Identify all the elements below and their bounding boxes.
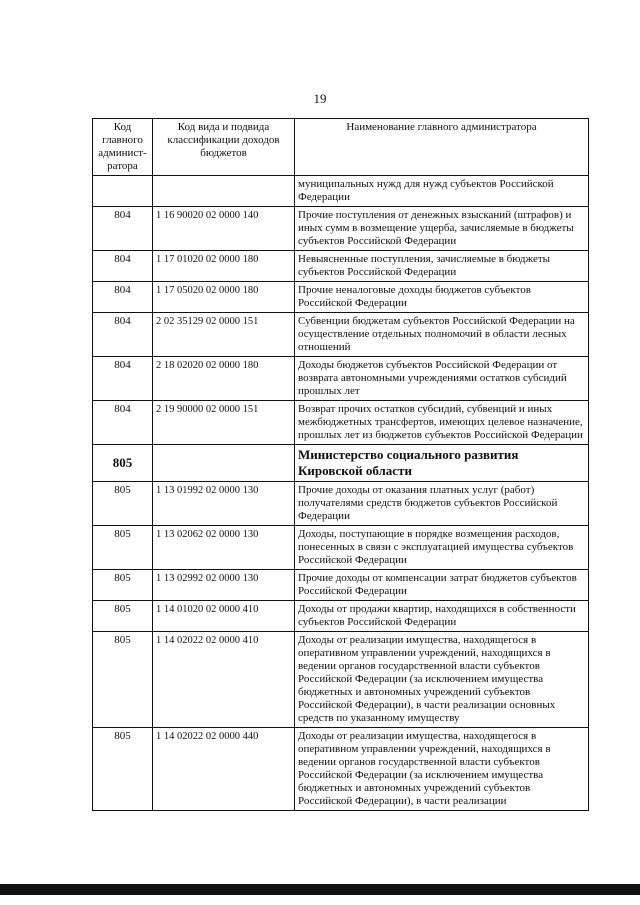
classification-code-cell: 2 02 35129 02 0000 151: [153, 313, 295, 357]
admin-code-cell: 804: [93, 282, 153, 313]
admin-code-cell: 804: [93, 357, 153, 401]
admin-name-cell: Возврат прочих остатков субсидий, субвенций и иных межбюджетных трансфертов, имеющих целевое назначение, прошлых лет из бюджетов субъектов Российской Федерации: [295, 401, 589, 445]
admin-name-cell: Прочие неналоговые доходы бюджетов субъектов Российской Федерации: [295, 282, 589, 313]
table-header-row: [93, 119, 589, 176]
scan-border-bar: [0, 884, 640, 895]
table-row: [93, 313, 589, 357]
classification-code-cell: [153, 445, 295, 482]
admin-code-cell: 804: [93, 401, 153, 445]
classification-code-cell: 2 18 02020 02 0000 180: [153, 357, 295, 401]
admin-name-cell: Доходы от продажи квартир, находящихся в собственности субъектов Российской Федерации: [295, 601, 589, 632]
admin-name-cell: Прочие доходы от оказания платных услуг (работ) получателями средств бюджетов субъектов Российской Федерации: [295, 482, 589, 526]
classification-code-cell: 1 14 01020 02 0000 410: [153, 601, 295, 632]
admin-code-cell: [93, 176, 153, 207]
header-classification-code: Код вида и подвида классификации доходов бюджетов: [153, 119, 295, 176]
admin-name-cell: муниципальных нужд для нужд субъектов Российской Федерации: [295, 176, 589, 207]
classification-code-cell: 1 17 05020 02 0000 180: [153, 282, 295, 313]
header-admin-name: Наименование главного администратора: [295, 119, 589, 176]
admin-code-cell: 805: [93, 632, 153, 728]
classification-code-cell: 1 14 02022 02 0000 440: [153, 728, 295, 811]
admin-name-cell: Прочие поступления от денежных взысканий (штрафов) и иных сумм в возмещение ущерба, зачисляемые в бюджеты субъектов Российской Федерации: [295, 207, 589, 251]
admin-name-cell: Доходы от реализации имущества, находящегося в оперативном управлении учреждений, находящихся в ведении органов государственной власти субъектов Российской Федерации (за исключением имущества бюджетных и автономных учреждений субъектов Российской Федерации), в части реализации: [295, 728, 589, 811]
admin-code-cell: 805: [93, 526, 153, 570]
classification-code-cell: [153, 176, 295, 207]
table-row: [93, 282, 589, 313]
admin-name-cell: Доходы, поступающие в порядке возмещения расходов, понесенных в связи с эксплуатацией имущества субъектов Российской Федерации: [295, 526, 589, 570]
table-row: [93, 728, 589, 811]
classification-code-cell: 1 17 01020 02 0000 180: [153, 251, 295, 282]
classification-code-cell: 1 13 01992 02 0000 130: [153, 482, 295, 526]
table-row: [93, 526, 589, 570]
admin-name-cell: Невыясненные поступления, зачисляемые в бюджеты субъектов Российской Федерации: [295, 251, 589, 282]
table-row: [93, 251, 589, 282]
table-row: [93, 570, 589, 601]
admin-name-cell: Доходы от реализации имущества, находящегося в оперативном управлении учреждений, находящихся в ведении органов государственной власти субъектов Российской Федерации (за исключением имущества бюджетных и автономных учреждений субъектов Российской Федерации), в части реализации основных средств по указанному имуществу: [295, 632, 589, 728]
classification-code-cell: 1 14 02022 02 0000 410: [153, 632, 295, 728]
classification-code-cell: 1 16 90020 02 0000 140: [153, 207, 295, 251]
table-row: [93, 357, 589, 401]
revenue-admin-table: [92, 118, 589, 811]
classification-code-cell: 2 19 90000 02 0000 151: [153, 401, 295, 445]
page-number: 19: [313, 91, 327, 106]
admin-name-cell: Доходы бюджетов субъектов Российской Федерации от возврата автономными учреждениями остатков субсидий прошлых лет: [295, 357, 589, 401]
admin-code-cell: 805: [93, 601, 153, 632]
table-row: [93, 601, 589, 632]
table-row: [93, 207, 589, 251]
header-admin-code: Код главного админист-ратора: [93, 119, 153, 176]
admin-name-cell: Прочие доходы от компенсации затрат бюджетов субъектов Российской Федерации: [295, 570, 589, 601]
admin-code-cell: 805: [93, 445, 153, 482]
admin-code-cell: 805: [93, 482, 153, 526]
admin-code-cell: 804: [93, 207, 153, 251]
table-body: [93, 176, 589, 811]
admin-name-cell: Министерство социального развития Кировской области: [295, 445, 589, 482]
table-row: [93, 176, 589, 207]
table-row: [93, 401, 589, 445]
table-row: [93, 632, 589, 728]
table-row: [93, 482, 589, 526]
classification-code-cell: 1 13 02062 02 0000 130: [153, 526, 295, 570]
admin-name-cell: Субвенции бюджетам субъектов Российской Федерации на осуществление отдельных полномочий в области лесных отношений: [295, 313, 589, 357]
admin-code-cell: 805: [93, 570, 153, 601]
admin-code-cell: 804: [93, 251, 153, 282]
admin-code-cell: 805: [93, 728, 153, 811]
table-row: [93, 445, 589, 482]
classification-code-cell: 1 13 02992 02 0000 130: [153, 570, 295, 601]
admin-code-cell: 804: [93, 313, 153, 357]
